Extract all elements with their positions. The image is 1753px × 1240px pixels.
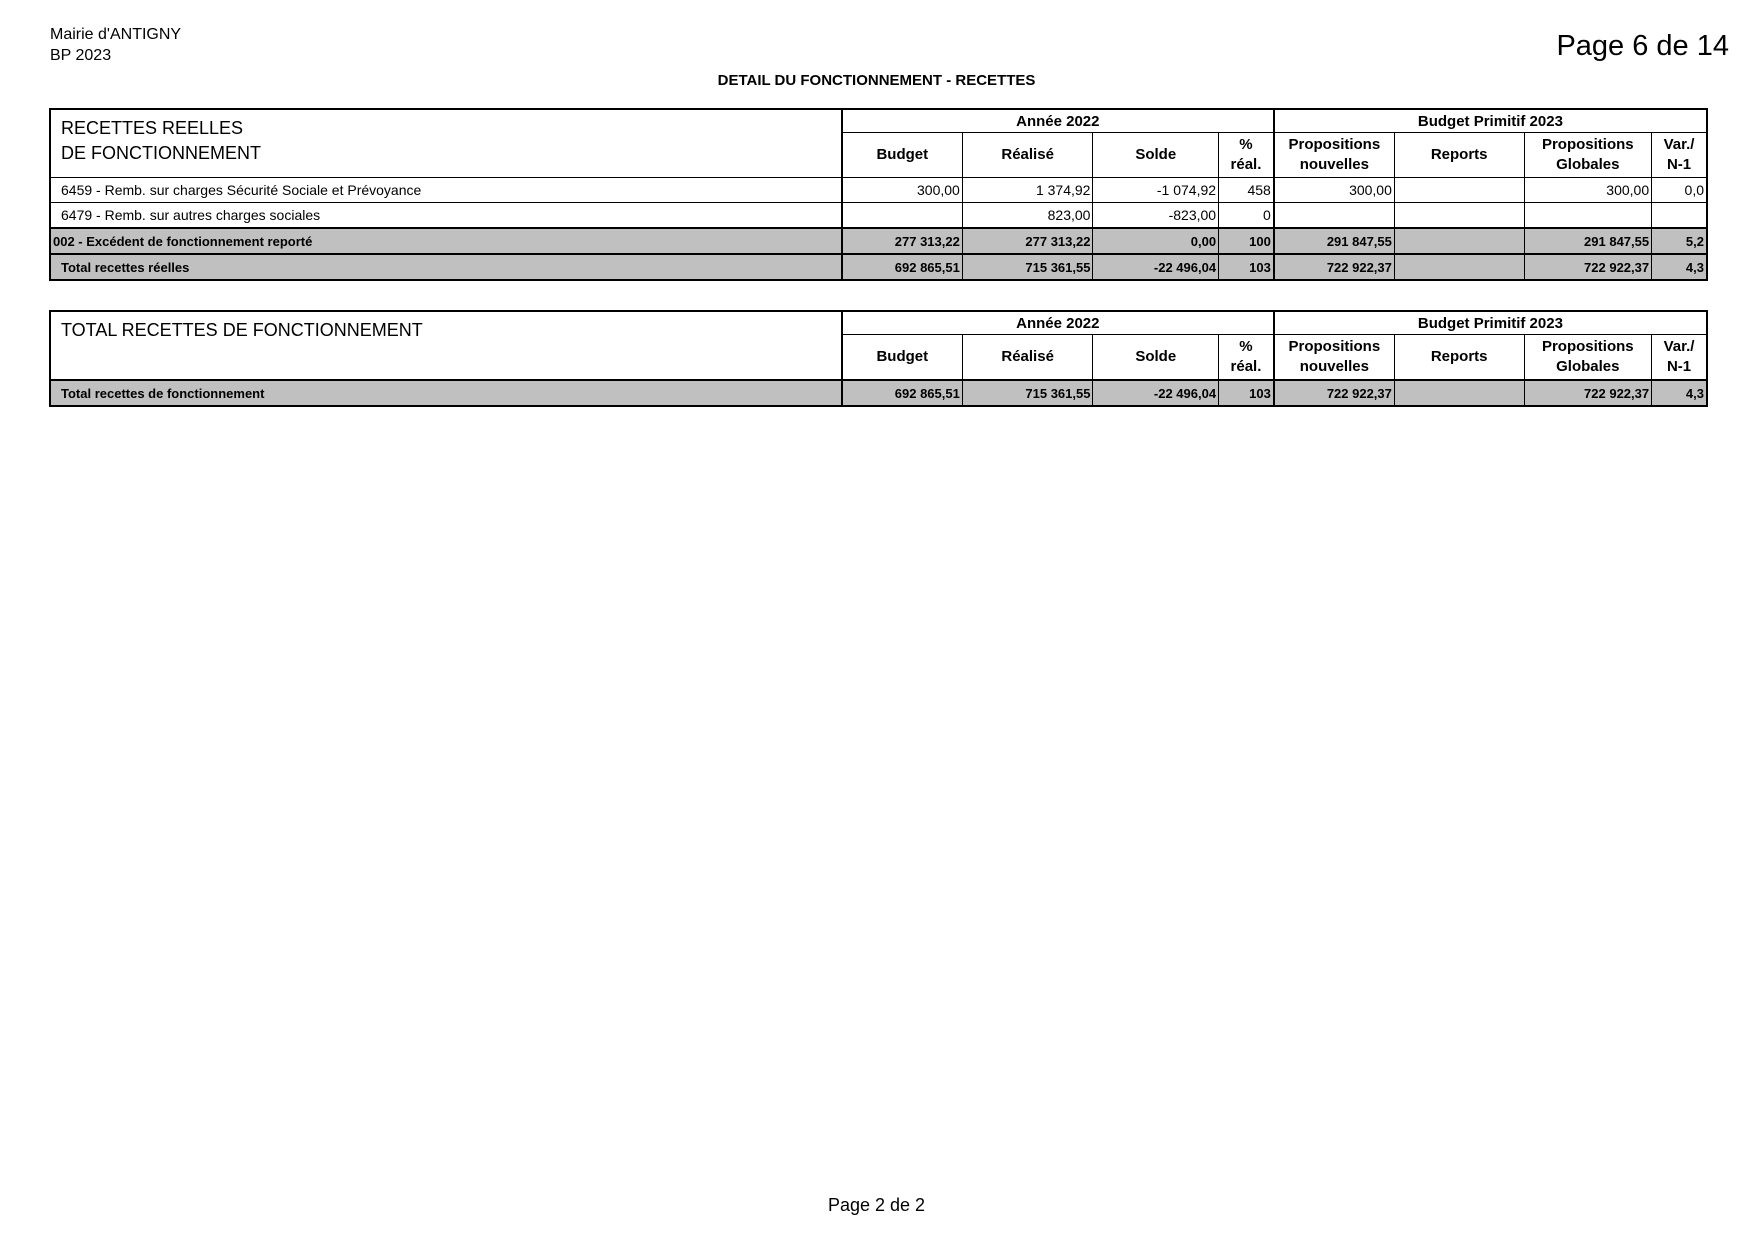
- col-budget: Budget: [842, 335, 963, 381]
- col-propositions-globales: Propositions Globales: [1524, 335, 1652, 381]
- total-recettes-table: [49, 310, 1708, 407]
- total-row: Total recettes réelles 692 865,51 715 361,55 -22 496,04 103 722 922,37 722 922,37 4,3: [50, 254, 1707, 280]
- group-header-bp2023: Budget Primitif 2023: [1274, 109, 1707, 133]
- col-pct-realise: % réal.: [1219, 335, 1274, 381]
- page-footer: Page 2 de 2: [827, 1195, 926, 1215]
- col-solde: Solde: [1093, 133, 1219, 178]
- col-var-n1: Var./ N-1: [1652, 335, 1707, 381]
- col-propositions-globales: Propositions Globales: [1524, 133, 1652, 178]
- table-row: 6459 - Remb. sur charges Sécurité Sociale et Prévoyance 300,00 1 374,92 -1 074,92 458 300,00 300,00 0,0: [50, 178, 1707, 203]
- col-solde: Solde: [1093, 335, 1219, 381]
- section-title: RECETTES REELLES DE FONCTIONNEMENT: [50, 109, 842, 178]
- section-title: TOTAL RECETTES DE FONCTIONNEMENT: [50, 311, 842, 380]
- document-header: [50, 24, 181, 66]
- group-header-2022: Année 2022: [842, 109, 1274, 133]
- col-realise: Réalisé: [962, 335, 1093, 381]
- col-var-n1: Var./ N-1: [1652, 133, 1707, 178]
- col-pct-realise: % réal.: [1219, 133, 1274, 178]
- group-header-bp2023: Budget Primitif 2023: [1274, 311, 1707, 335]
- excedent-row: 002 - Excédent de fonctionnement reporté 277 313,22 277 313,22 0,00 100 291 847,55 291 847,55 5,2: [50, 228, 1707, 254]
- page-counter: Page 6 de 14: [1556, 30, 1729, 62]
- col-propositions-nouvelles: Propositions nouvelles: [1274, 133, 1395, 178]
- col-propositions-nouvelles: Propositions nouvelles: [1274, 335, 1395, 381]
- col-reports: Reports: [1394, 335, 1524, 381]
- org-name: Mairie d'ANTIGNY: [50, 26, 182, 43]
- recettes-reelles-table: [49, 108, 1708, 281]
- group-header-2022: Année 2022: [842, 311, 1274, 335]
- budget-doc-name: BP 2023: [50, 47, 112, 64]
- total-row: Total recettes de fonctionnement 692 865,51 715 361,55 -22 496,04 103 722 922,37 722 922,37 4,3: [50, 380, 1707, 406]
- table-row: 6479 - Remb. sur autres charges sociales 823,00 -823,00 0: [50, 203, 1707, 229]
- page-title: DETAIL DU FONCTIONNEMENT - RECETTES: [717, 72, 1036, 89]
- col-budget: Budget: [842, 133, 963, 178]
- col-reports: Reports: [1394, 133, 1524, 178]
- col-realise: Réalisé: [962, 133, 1093, 178]
